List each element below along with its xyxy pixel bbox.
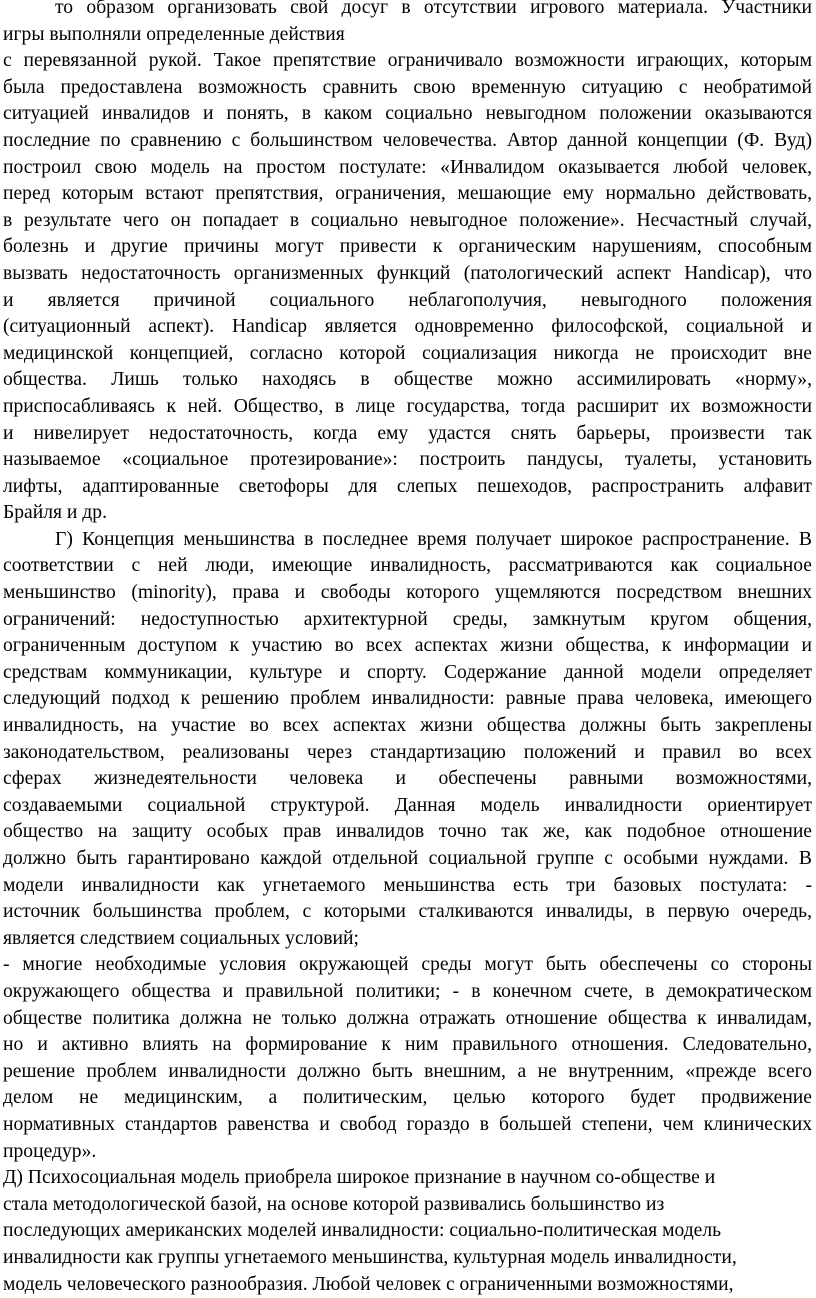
paragraph: [3, 952, 812, 1165]
text-line: - многие необходимые условия окружающей среды могут быть обеспечены со стороны: [3, 952, 812, 979]
text-line: Д) Психосоциальная модель приобрела широкое признание в научном со-обществе и: [3, 1165, 812, 1192]
text-line: законодательством, реализованы через стандартизацию положений и правил во всех: [3, 740, 812, 767]
text-line: общество на защиту особых прав инвалидов точно так же, как подобное отношение: [3, 819, 812, 846]
text-line: последующих американских моделей инвалидности: социально-политическая модель: [3, 1218, 812, 1245]
text-line: и является причиной социального неблагополучия, невыгодного положения: [3, 288, 812, 315]
text-line: окружающего общества и правильной политики; - в конечном счете, в демократическом: [3, 979, 812, 1006]
text-line: игры выполняли определенные действия: [3, 22, 812, 49]
text-line: является следствием социальных условий;: [3, 926, 812, 953]
text-line: приспосабливаясь к ней. Общество, в лице государства, тогда расширит их возможности: [3, 394, 812, 421]
text-line: Брайля и др.: [3, 500, 812, 527]
text-line: источник большинства проблем, с которыми сталкиваются инвалиды, в первую очередь,: [3, 899, 812, 926]
text-line: болезнь и другие причины могут привести к органическим нарушениям, способным: [3, 234, 812, 261]
text-line: меньшинство (minority), права и свободы которого ущемляются посредством внешних: [3, 580, 812, 607]
text-line: ограниченным доступом к участию во всех аспектах жизни общества, к информации и: [3, 633, 812, 660]
text-line: с перевязанной рукой. Такое препятствие ограничивало возможности играющих, которым: [3, 48, 812, 75]
text-line: инвалидность, на участие во всех аспектах жизни общества должны быть закреплены: [3, 713, 812, 740]
text-line: инвалидности как группы угнетаемого меньшинства, культурная модель инвалидности,: [3, 1245, 812, 1272]
text-line: Г) Концепция меньшинства в последнее время получает широкое распространение. В: [3, 527, 812, 554]
text-line: но и активно влиять на формирование к ним правильного отношения. Следовательно,: [3, 1032, 812, 1059]
text-line: решение проблем инвалидности должно быть внешним, а не внутренним, «прежде всего: [3, 1059, 812, 1086]
text-line: сферах жизнедеятельности человека и обеспечены равными возможностями,: [3, 766, 812, 793]
paragraph: [3, 1165, 812, 1298]
text-line: лифты, адаптированные светофоры для слепых пешеходов, распространить алфавит: [3, 474, 812, 501]
text-line: средствам коммуникации, культуре и спорту. Содержание данной модели определяет: [3, 660, 812, 687]
text-line: была предоставлена возможность сравнить свою временную ситуацию с необратимой: [3, 75, 812, 102]
text-line: перед которым встают препятствия, ограничения, мешающие ему нормально действовать,: [3, 181, 812, 208]
text-line: ситуацией инвалидов и понять, в каком социально невыгодном положении оказываются: [3, 101, 812, 128]
text-line: делом не медицинским, а политическим, целью которого будет продвижение: [3, 1085, 812, 1112]
text-line: в результате чего он попадает в социально невыгодное положение». Несчастный случай,: [3, 208, 812, 235]
text-line: называемое «социальное протезирование»: построить пандусы, туалеты, установить: [3, 447, 812, 474]
text-line: нормативных стандартов равенства и свобод гораздо в большей степени, чем клинических: [3, 1112, 812, 1139]
text-line: стала методологической базой, на основе которой развивались большинство из: [3, 1192, 812, 1219]
text-line: процедур».: [3, 1139, 812, 1166]
text-line: соответствии с ней люди, имеющие инвалидность, рассматриваются как социальное: [3, 553, 812, 580]
text-line: модель человеческого разнообразия. Любой человек с ограниченными возможностями,: [3, 1272, 812, 1298]
text-line: следующий подход к решению проблем инвалидности: равные права человека, имеющего: [3, 686, 812, 713]
text-line: создаваемыми социальной структурой. Данная модель инвалидности ориентирует: [3, 793, 812, 820]
text-line: то образом организовать свой досуг в отсутствии игрового материала. Участники: [3, 0, 812, 22]
text-line: (ситуационный аспект). Handicap является одновременно философской, социальной и: [3, 314, 812, 341]
text-line: последние по сравнению с большинством человечества. Автор данной концепции (Ф. Вуд): [3, 128, 812, 155]
text-line: общества. Лишь только находясь в обществе можно ассимилировать «норму»,: [3, 367, 812, 394]
text-line: обществе политика должна не только должна отражать отношение общества к инвалидам,: [3, 1006, 812, 1033]
text-line: и нивелирует недостаточность, когда ему удастся снять барьеры, произвести так: [3, 421, 812, 448]
text-line: вызвать недостаточность организменных функций (патологический аспект Handicap), что: [3, 261, 812, 288]
paragraph: [3, 48, 812, 527]
text-line: должно быть гарантировано каждой отдельной социальной группе с особыми нуждами. В: [3, 846, 812, 873]
text-line: модели инвалидности как угнетаемого меньшинства есть три базовых постулата: -: [3, 873, 812, 900]
paragraph: [3, 0, 812, 48]
paragraph: [3, 527, 812, 953]
text-line: ограничений: недоступностью архитектурной среды, замкнутым кругом общения,: [3, 607, 812, 634]
text-line: медицинской концепцией, согласно которой социализация никогда не происходит вне: [3, 341, 812, 368]
text-line: построил свою модель на простом постулате: «Инвалидом оказывается любой человек,: [3, 155, 812, 182]
